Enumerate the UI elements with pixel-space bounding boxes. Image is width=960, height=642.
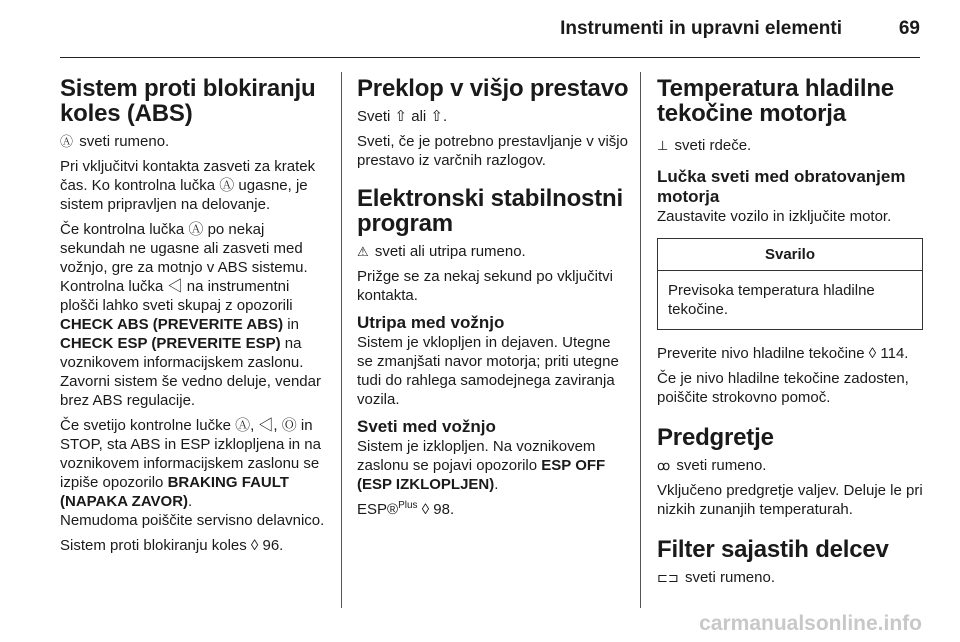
particle-filter-icon: ⊏⊐ — [657, 570, 679, 585]
subheading-lit-running: Lučka sveti med obratovanjem motorja — [657, 167, 906, 206]
subheading-flashing: Utripa med vožnjo — [357, 313, 505, 332]
section-heading-shift: Preklop v višjo prestavo — [357, 75, 629, 102]
paragraph — [60, 416, 330, 530]
paragraph — [657, 136, 923, 155]
subheading-lit: Sveti med vožnjo — [357, 417, 496, 436]
abs-icon: Ⓐ — [60, 134, 74, 149]
text: . — [188, 493, 193, 510]
text: Sistem je izklopljen. Na voznikovem zaslonu se pojavi opozorilo — [357, 438, 596, 474]
watermark: carmanualsonline.info — [699, 612, 922, 635]
warning-message: ESP OFF (ESP IZKLOPLJEN) — [357, 457, 606, 493]
cross-reference: Sistem proti blokiranju koles ◊ 96. — [60, 537, 284, 554]
paragraph: Preverite nivo hladilne tekočine ◊ 114. — [657, 345, 909, 362]
text: ◊ 98. — [421, 501, 455, 518]
warning-box — [657, 238, 923, 330]
warning-text: Previsoka temperatura hladilne tekočine. — [668, 282, 875, 318]
text: sveti rumeno. — [684, 569, 776, 586]
section-heading-coolant: Temperatura hladilne tekočine motorja — [657, 75, 894, 127]
superscript: Plus — [398, 500, 418, 511]
warning-message: CHECK ABS (PREVERITE ABS) — [60, 316, 284, 333]
text: Če svetijo kontrolne lučke Ⓐ, ◁, Ⓞ in STOP, sta ABS in ESP izklopljena in na voznikovem informacijskem zaslonu se izpiše opozorilo — [60, 417, 321, 491]
paragraph: Prižge se za nekaj sekund po vključitvi kontakta. — [357, 268, 613, 304]
paragraph: Sveti ⇧ ali ⇧. — [357, 108, 448, 125]
esp-icon: ⚠ — [357, 244, 369, 259]
header-title: Instrumenti in upravni elementi — [560, 18, 842, 39]
text: na voznikovem informacijskem zaslonu. Zavorni sistem še vedno deluje, vendar brez ABS regulacije. — [60, 335, 321, 409]
text: sveti rumeno. — [79, 133, 170, 150]
paragraph: Sveti, če je potrebno prestavljanje v višjo prestavo iz varčnih razlogov. — [357, 133, 628, 169]
paragraph: Če je nivo hladilne tekočine zadosten, poiščite strokovno pomoč. — [657, 370, 909, 406]
page-number: 69 — [898, 18, 920, 39]
section-heading-esp: Elektronski stabilnostni program — [357, 185, 623, 237]
text: . — [494, 476, 499, 493]
paragraph — [60, 220, 330, 410]
text: sveti ali utripa rumeno. — [374, 243, 526, 260]
section-heading-preheating: Predgretje — [657, 424, 774, 451]
paragraph: Vključeno predgretje valjev. Deluje le pri nizkih zunanjih temperaturah. — [657, 482, 923, 518]
column-divider-2 — [640, 72, 641, 608]
coolant-temp-icon: ⊥ — [657, 138, 669, 153]
paragraph — [657, 456, 923, 475]
paragraph — [357, 242, 629, 261]
paragraph — [60, 132, 330, 151]
paragraph: Zaustavite vozilo in izključite motor. — [657, 208, 892, 225]
column-temperature — [657, 72, 923, 593]
glow-plug-icon: ꝏ — [657, 458, 671, 473]
text: sveti rumeno. — [676, 457, 767, 474]
warning-message: CHECK ESP (PREVERITE ESP) — [60, 335, 281, 352]
text: ESP® — [357, 501, 399, 518]
section-heading-dpf: Filter sajastih delcev — [657, 536, 889, 563]
text: Če kontrolna lučka Ⓐ po nekaj sekundah ne ugasne ali zasveti med vožnjo, gre za motnjo v ABS sistemu. Kontrolna lučka ◁ na instrumentni plošči lahko sveti skupaj z opozorili — [60, 221, 308, 314]
page-header — [60, 0, 920, 56]
text: in — [287, 316, 299, 333]
text: sveti rdeče. — [674, 137, 752, 154]
warning-message: BRAKING FAULT (NAPAKA ZAVOR) — [60, 474, 289, 510]
header-rule — [60, 57, 920, 58]
column-abs — [60, 72, 330, 561]
paragraph — [657, 568, 923, 587]
paragraph — [357, 437, 629, 494]
column-shift-esp — [357, 72, 629, 525]
paragraph: Pri vključitvi kontakta zasveti za kratek čas. Ko kontrolna lučka Ⓐ ugasne, je sistem pripravljen na delovanje. — [60, 158, 316, 213]
column-divider-1 — [341, 72, 342, 608]
section-heading-abs: Sistem proti blokiranju koles (ABS) — [60, 75, 316, 127]
cross-reference — [357, 500, 629, 519]
warning-title: Svarilo — [658, 239, 922, 271]
text: Nemudoma poiščite servisno delavnico. — [60, 512, 325, 529]
paragraph: Sistem je vklopljen in dejaven. Utegne se zmanjšati navor motorja; priti utegne tudi do rahlega samodejnega zaviranja vozila. — [357, 334, 619, 408]
